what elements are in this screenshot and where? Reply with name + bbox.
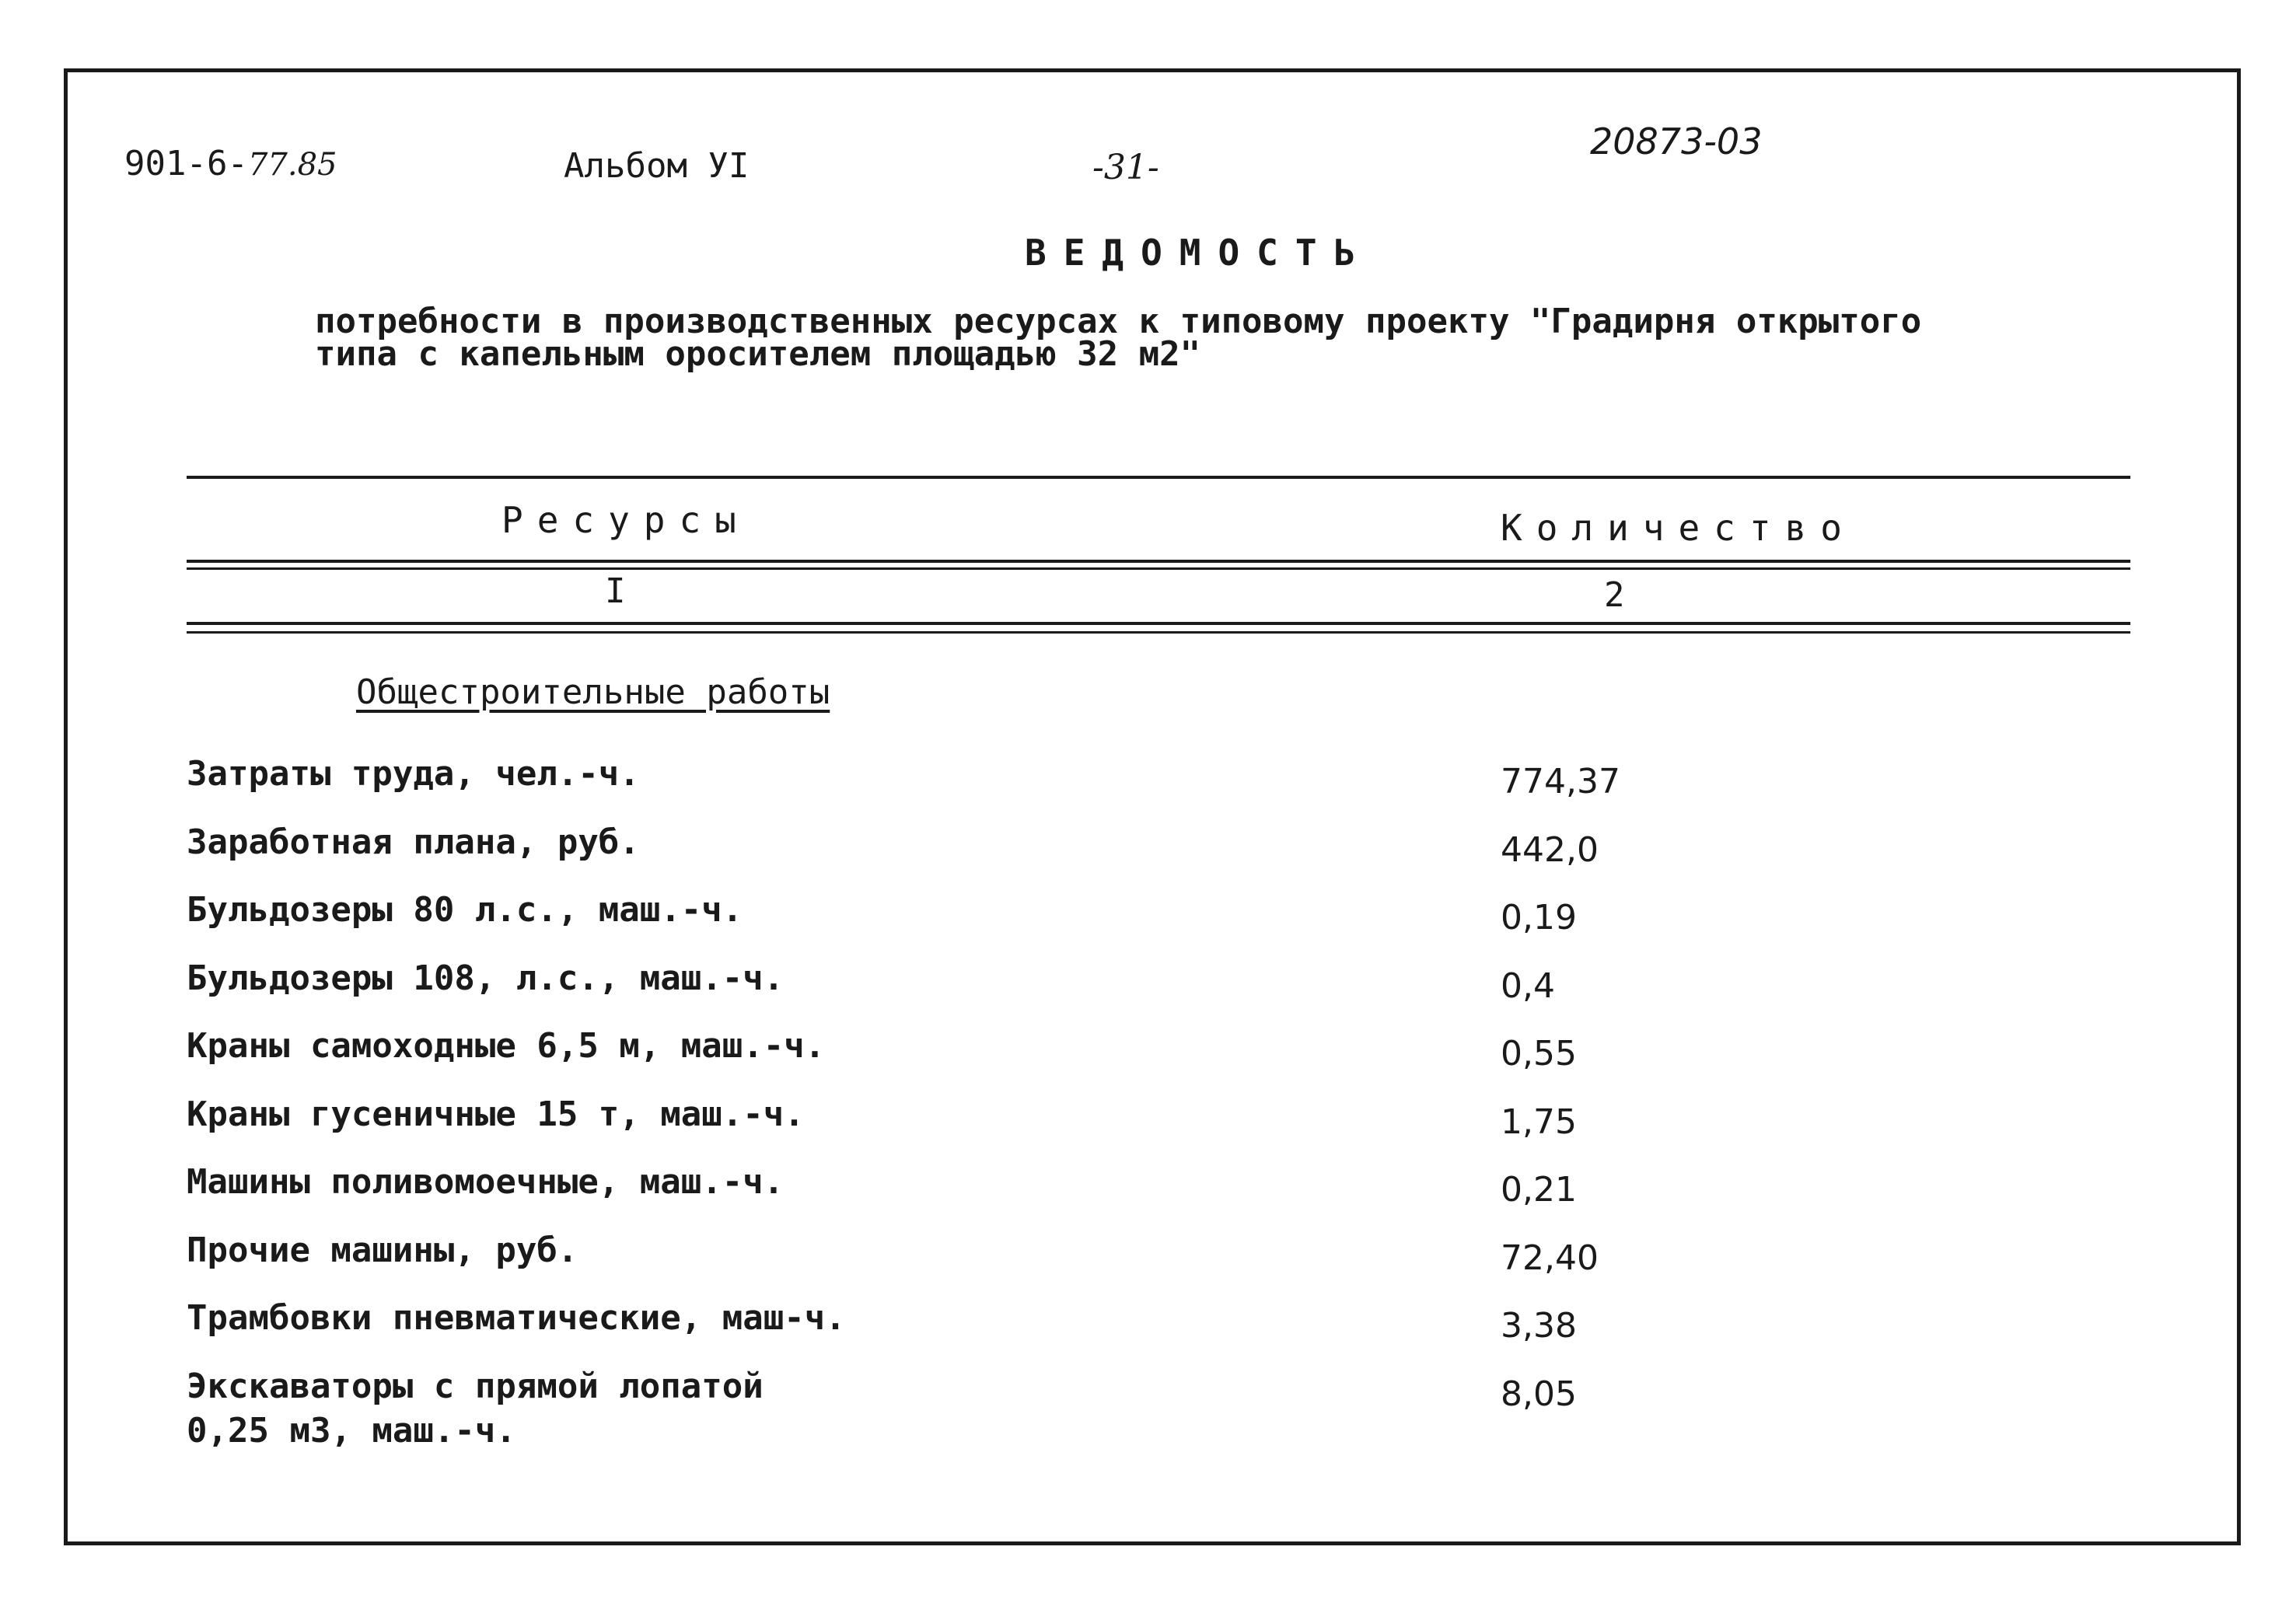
table-row-value: 0,55: [1501, 1034, 1577, 1074]
table-row-label: Заработная плана, руб.: [187, 822, 640, 862]
table-top-rule: [187, 476, 2130, 479]
table-row-value: 8,05: [1501, 1374, 1577, 1414]
table-row-value: 0,21: [1501, 1170, 1577, 1210]
table-row-label: Бульдозеры 80 л.с., маш.-ч.: [187, 890, 743, 930]
section-heading: Общестроительные работы: [356, 672, 830, 712]
column-number-2: 2: [1604, 575, 1625, 615]
column-header-resources: Ресурсы: [501, 499, 750, 541]
subtitle-line-1: потребности в производственных ресурсах к типовому проекту "Градирня открытого: [315, 302, 1922, 341]
table-row-value: 3,38: [1501, 1306, 1577, 1346]
table-row-label: Затраты труда, чел.-ч.: [187, 754, 640, 794]
table-row-label: Трамбовки пневматические, маш-ч.: [187, 1298, 846, 1338]
table-row-value: 0,19: [1501, 898, 1577, 937]
subtitle-line-2: типа с капельным оросителем площадью 32 м2": [315, 334, 1201, 374]
table-row-value: 72,40: [1501, 1238, 1599, 1278]
header-rule-1: [187, 560, 2130, 563]
table-row-label: Краны гусеничные 15 т, маш.-ч.: [187, 1095, 805, 1134]
table-row-label: Экскаваторы с прямой лопатой: [187, 1367, 764, 1406]
document-number: 20873-03: [1590, 120, 1763, 162]
table-row-label: Прочие машины, руб.: [187, 1231, 578, 1270]
column-number-1: I: [605, 571, 626, 611]
table-row-label: Краны самоходные 6,5 м, маш.-ч.: [187, 1026, 826, 1066]
table-row-value: 442,0: [1501, 830, 1599, 870]
document-code: 901-6-77.85: [124, 144, 337, 183]
number-rule-2: [187, 631, 2130, 634]
handwritten-code: 77.85: [247, 147, 337, 183]
album-label: Альбом УI: [564, 146, 750, 186]
table-row-label-continuation: 0,25 м3, маш.-ч.: [187, 1411, 516, 1451]
page-number: -31-: [1092, 148, 1159, 187]
table-row-label: Бульдозеры 108, л.с., маш.-ч.: [187, 958, 785, 998]
table-row-value: 774,37: [1501, 762, 1620, 801]
header-rule-2: [187, 567, 2130, 570]
column-header-quantity: Количество: [1501, 507, 1856, 549]
table-row-label: Машины поливомоечные, маш.-ч.: [187, 1162, 785, 1202]
table-row-value: 0,4: [1501, 966, 1555, 1006]
table-row-value: 1,75: [1501, 1102, 1577, 1142]
document-title: ВЕДОМОСТЬ: [1025, 232, 1373, 274]
number-rule-1: [187, 622, 2130, 625]
